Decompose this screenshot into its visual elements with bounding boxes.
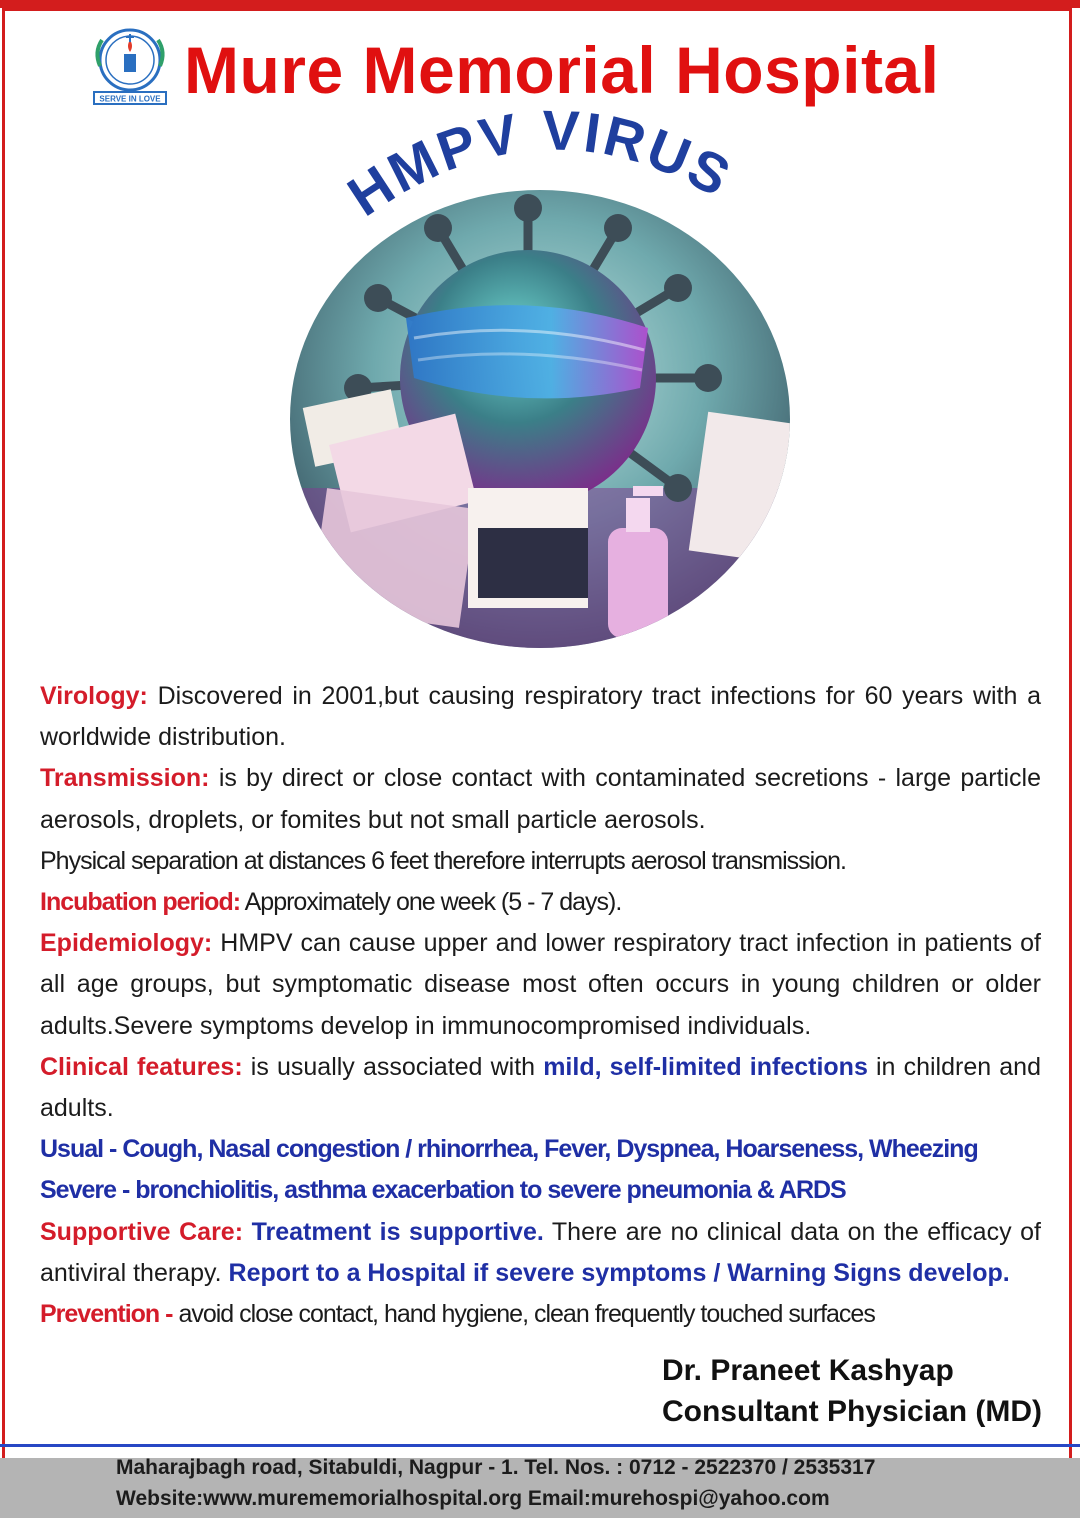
care-highlight: Treatment is supportive. bbox=[251, 1217, 544, 1246]
care-warning: Report to a Hospital if severe symptoms / Warning Signs develop. bbox=[228, 1258, 1010, 1287]
clinical-text-1: is usually associated with bbox=[250, 1052, 536, 1081]
care-paragraph bbox=[40, 1212, 1041, 1294]
signature-block bbox=[662, 1350, 1042, 1432]
incubation-label: Incubation period: bbox=[40, 888, 241, 917]
doctor-role: Consultant Physician (MD) bbox=[661, 1395, 1042, 1428]
usual-symptoms bbox=[40, 1129, 1041, 1170]
clinical-paragraph bbox=[40, 1047, 1041, 1129]
footer-contact: Website:www.murememorialhospital.org Email:murehospi@yahoo.com bbox=[116, 1487, 830, 1510]
footer-address: Maharajbagh road, Sitabuldi, Nagpur - 1. Tel. Nos. : 0712 - 2522370 / 2535317 bbox=[116, 1456, 876, 1479]
incubation-paragraph bbox=[40, 882, 1041, 923]
separation-paragraph: Physical separation at distances 6 feet therefore interrupts aerosol transmission. bbox=[40, 846, 846, 875]
logo-motto: SERVE IN LOVE bbox=[99, 94, 161, 104]
incubation-text: Approximately one week (5 - 7 days). bbox=[244, 888, 622, 917]
epidemiology-label: Epidemiology: bbox=[40, 929, 213, 958]
epidemiology-paragraph bbox=[40, 923, 1041, 1047]
virology-text: Discovered in 2001,but causing respiratory tract infections for 60 years with a worldwide distribution. bbox=[40, 682, 1041, 752]
usual-text: Cough, Nasal congestion / rhinorrhea, Fever, Dyspnea, Hoarseness, Wheezing bbox=[122, 1135, 978, 1164]
doctor-name: Dr. Praneet Kashyap bbox=[661, 1354, 954, 1387]
usual-label: Usual - bbox=[40, 1135, 117, 1164]
severe-symptoms bbox=[40, 1170, 1041, 1211]
care-text: There are no clinical data on the efficacy of antiviral therapy. bbox=[40, 1217, 1041, 1287]
footer-divider bbox=[0, 1444, 1080, 1447]
transmission-paragraph bbox=[40, 758, 1041, 840]
transmission-text: is by direct or close contact with contaminated secretions - large particle aerosols, droplets, or fomites but not small particle aerosols. bbox=[40, 764, 1041, 834]
info-content bbox=[40, 676, 1041, 1335]
epidemiology-text: HMPV can cause upper and lower respiratory tract infection in patients of all age groups, but symptomatic disease most often occurs in young children or older adults.Severe symptoms develop in immunocompromised individuals. bbox=[40, 929, 1041, 1040]
prevention-label: Prevention - bbox=[40, 1300, 173, 1329]
transmission-label: Transmission: bbox=[40, 764, 210, 793]
virus-title: HMPV VIRUS bbox=[336, 110, 743, 228]
top-border bbox=[0, 0, 1080, 8]
clinical-text-2: in children and adults. bbox=[40, 1052, 1041, 1123]
virology-label: Virology: bbox=[40, 682, 148, 710]
severe-label: Severe - bbox=[40, 1176, 130, 1205]
footer bbox=[0, 1458, 1080, 1518]
prevention-text: avoid close contact, hand hygiene, clean frequently touched surfaces bbox=[178, 1300, 875, 1329]
hospital-name: Mure Memorial Hospital bbox=[184, 33, 940, 107]
hospital-logo bbox=[88, 22, 172, 110]
severe-text: bronchiolitis, asthma exacerbation to severe pneumonia & ARDS bbox=[135, 1176, 846, 1205]
clinical-label: Clinical features: bbox=[40, 1052, 243, 1081]
clinical-highlight: mild, self-limited infections bbox=[543, 1052, 868, 1081]
virology-paragraph bbox=[40, 676, 1041, 758]
virus-illustration bbox=[288, 188, 792, 650]
care-label: Supportive Care: bbox=[40, 1217, 244, 1246]
prevention-paragraph bbox=[40, 1294, 1041, 1335]
